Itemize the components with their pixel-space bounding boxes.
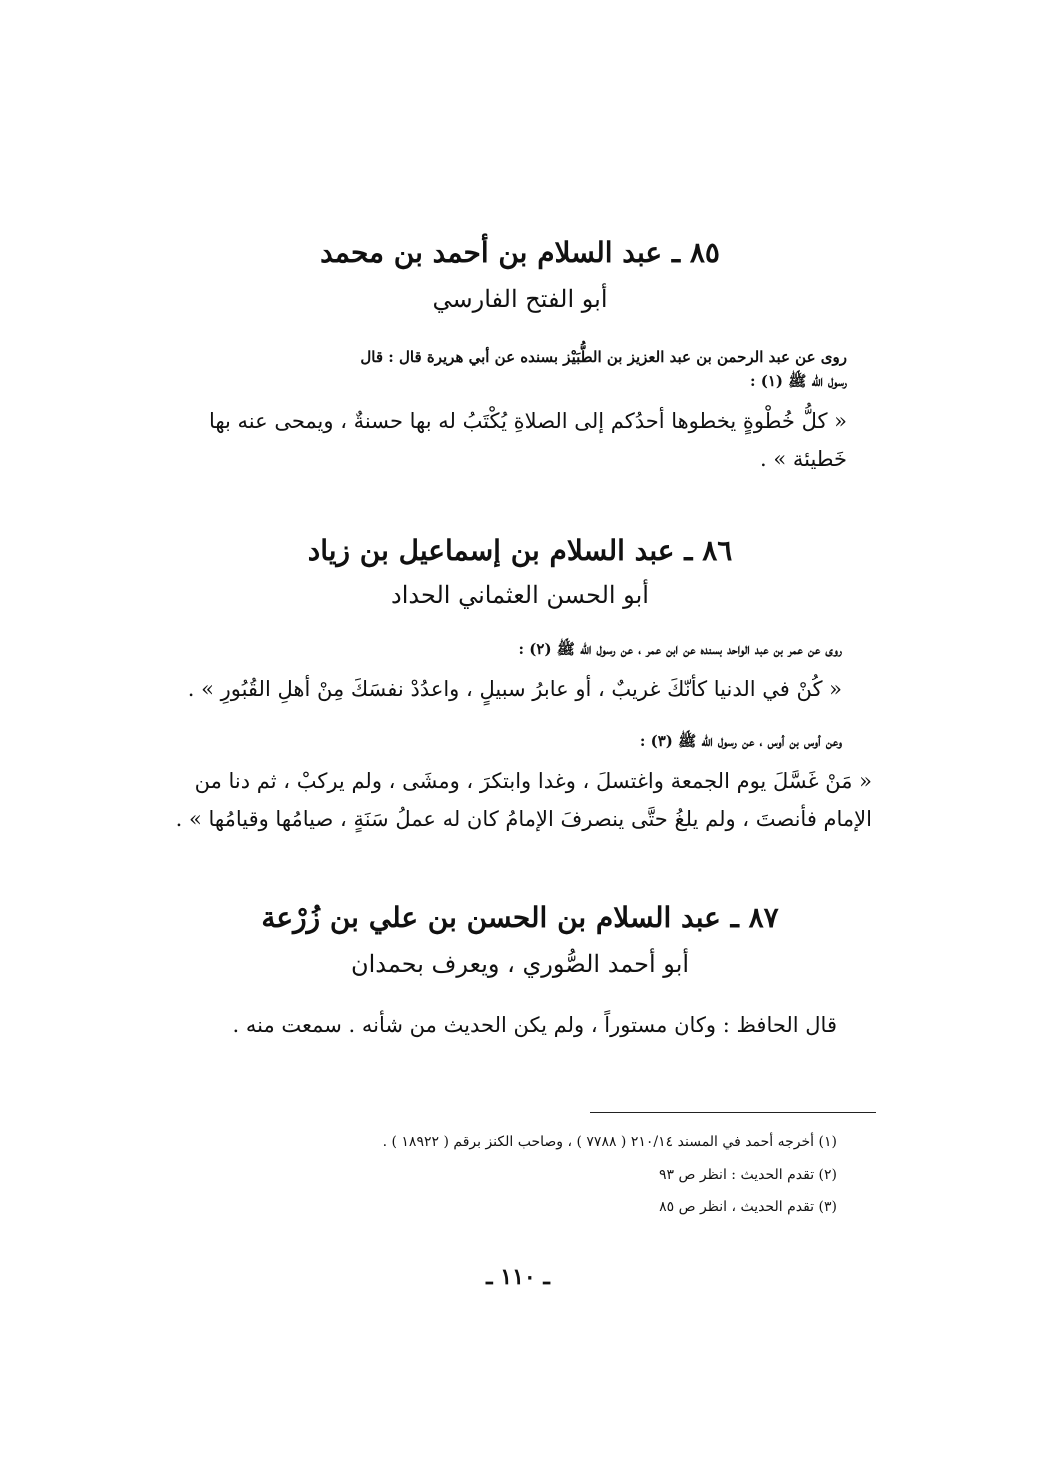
footnote-3: (٣) تقدم الحديث ، انظر ص ٨٥ [659, 1199, 837, 1215]
entry-85-narration [167, 346, 847, 392]
entry-85-title: ٨٥ ـ عبد السلام بن أحمد بن محمد [320, 236, 720, 269]
entry-85-hadith [147, 402, 847, 478]
hadith-line: « مَنْ غَسَّلَ يوم الجمعة واغتسلَ ، وغدا وابتكرَ ، ومشَى ، ولم يركبْ ، ثم دنا من [194, 769, 872, 793]
body-line: قال الحافظ : وكان مستوراً ، ولم يكن الحديث من شأنه . سمعت منه . [232, 1013, 837, 1037]
entry-86-hadith-1 [142, 670, 842, 708]
entry-87-title: ٨٧ ـ عبد السلام بن الحسن بن علي بن زُرْعة [261, 901, 779, 934]
hadith-line: « كلُّ خُطْوةٍ يخطوها أحدُكم إلى الصلاةِ يُكْتَبُ له بها حسنةٌ ، ويمحى عنه بها [208, 409, 847, 433]
footnote-1: (١) أخرجه أحمد في المسند ٢١٠/١٤ ( ٧٧٨٨ ) ، وصاحب الكنز برقم ( ١٨٩٢٢ ) . [382, 1134, 837, 1150]
narration-line: روى عن عبد الرحمن بن عبد العزيز بن الطُّبَيْز بسنده عن أبي هريرة قال : قال [360, 348, 847, 366]
hadith-line: الإمام فأنصتَ ، ولم يلغُ حتَّى ينصرفَ الإمامُ كان له عملُ سَنَةٍ ، صيامُها وقيامُها » . [175, 807, 872, 831]
entry-85-subtitle: أبو الفتح الفارسي [432, 285, 608, 313]
narration-line: وعن أوس بن أوس ، عن رسول الله ﷺ (٣) : [639, 732, 842, 750]
footnote-separator [590, 1112, 876, 1113]
footnote-2: (٢) تقدم الحديث : انظر ص ٩٣ [658, 1167, 837, 1183]
entry-86-narration-2 [162, 730, 842, 752]
entry-86-hadith-2 [152, 762, 872, 838]
entry-87-subtitle: أبو أحمد الصُّوري ، ويعرف بحمدان [350, 950, 690, 978]
entry-86-title: ٨٦ ـ عبد السلام بن إسماعيل بن زياد [307, 534, 733, 567]
entry-86-subtitle: أبو الحسن العثماني الحداد [391, 581, 649, 609]
narration-line: روى عن عمر بن عبد الواحد بسنده عن ابن عمر ، عن رسول الله ﷺ (٢) : [518, 640, 842, 658]
entry-86-narration-1 [162, 638, 842, 660]
page-number: ـ ١١٠ ـ [486, 1264, 550, 1290]
hadith-line: « كُنْ في الدنيا كأنّكَ غريبٌ ، أو عابرُ سبيلٍ ، واعدُدْ نفسَكَ مِنْ أهلِ القُبُورِ » . [187, 677, 842, 701]
narration-line: رسول الله ﷺ (١) : [750, 372, 847, 390]
entry-87-text [137, 1006, 837, 1044]
hadith-line: خَطيئة » . [759, 447, 847, 471]
